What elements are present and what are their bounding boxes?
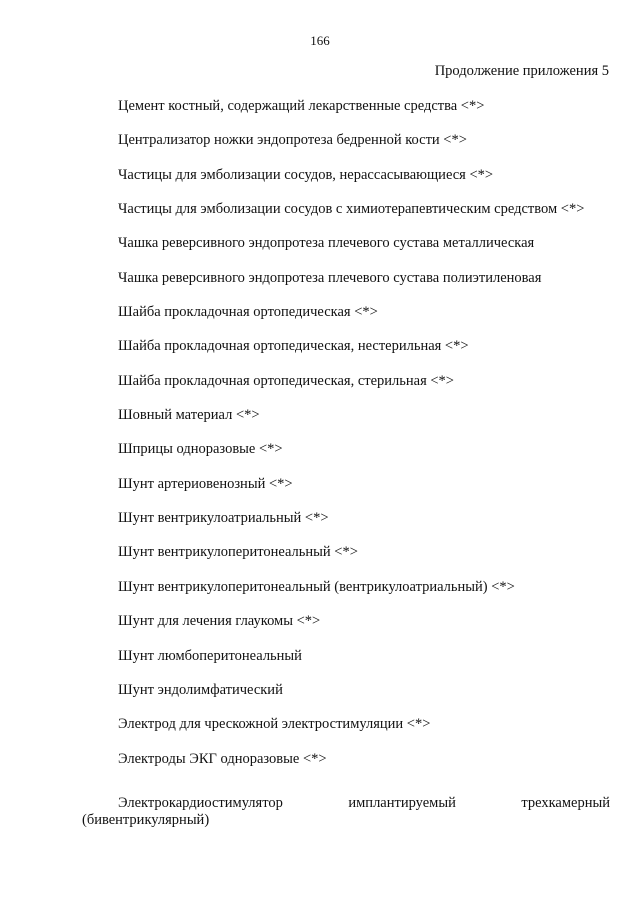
list-item: Шунт вентрикулоперитонеальный (вентрикулоатриальный) <*> (118, 578, 515, 595)
last-list-item (82, 795, 610, 829)
list-item: Шунт люмбоперитонеальный (118, 647, 302, 664)
list-item: Шунт эндолимфатический (118, 681, 283, 698)
list-item: Шайба прокладочная ортопедическая, нестерильная <*> (118, 338, 469, 355)
list-item: Шунт артериовенозный <*> (118, 475, 293, 492)
list-item: Шайба прокладочная ортопедическая, стерильная <*> (118, 372, 454, 389)
list-item: Шунт вентрикулоперитонеальный <*> (118, 544, 358, 561)
list-item: Шприцы одноразовые <*> (118, 441, 283, 458)
last-item-word-2: имплантируемый (348, 795, 456, 811)
list-item: Чашка реверсивного эндопротеза плечевого сустава металлическая (118, 235, 535, 252)
list-item: Шовный материал <*> (118, 407, 260, 424)
last-item-word-1: Электрокардиостимулятор (118, 795, 283, 811)
last-item-second-line: (бивентрикулярный) (82, 812, 210, 828)
list-item: Централизатор ножки эндопротеза бедренной кости <*> (118, 132, 467, 149)
last-item-first-line (82, 795, 610, 812)
page-number: 166 (310, 33, 330, 48)
list-item: Электроды ЭКГ одноразовые <*> (118, 750, 327, 767)
list-item: Шунт для лечения глаукомы <*> (118, 613, 321, 630)
list-item: Чашка реверсивного эндопротеза плечевого сустава полиэтиленовая (118, 269, 542, 286)
list-item: Шайба прокладочная ортопедическая <*> (118, 304, 378, 321)
device-list (118, 98, 608, 785)
list-item: Частицы для эмболизации сосудов с химиотерапевтическим средством <*> (118, 201, 585, 218)
list-item: Электрод для чрескожной электростимуляции <*> (118, 716, 431, 733)
last-item-word-3: трехкамерный (521, 795, 610, 811)
appendix-continuation-header: Продолжение приложения 5 (434, 63, 609, 79)
list-item: Частицы для эмболизации сосудов, нерассасывающиеся <*> (118, 166, 494, 183)
list-item: Цемент костный, содержащий лекарственные средства <*> (118, 98, 485, 114)
list-item: Шунт вентрикулоатриальный <*> (118, 510, 329, 527)
